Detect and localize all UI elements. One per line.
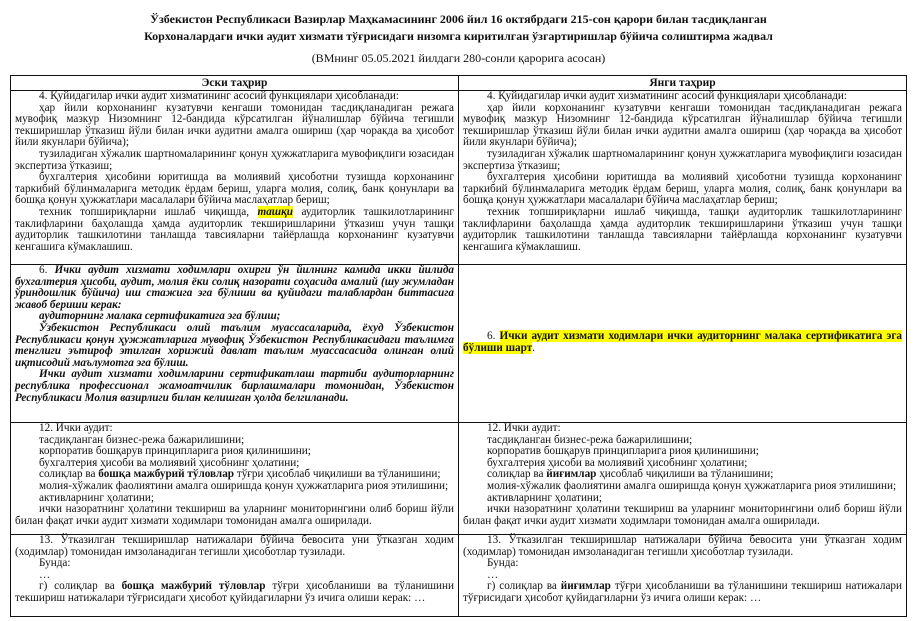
text-segment: Бунда:: [487, 557, 519, 570]
text-segment: бошқа мажбурий тўловлар: [121, 580, 266, 593]
text-segment: активларнинг ҳолатини;: [487, 491, 603, 504]
old-edition-cell: [11, 423, 459, 535]
paragraph: [463, 581, 902, 604]
text-segment: г) солиқлар ва: [487, 580, 561, 593]
document-title-line-2: Корхоналардаги ички аудит хизмати тўғрисидаги низомга киритилган ўзгартиришлар бўйича солиштирма жадвал: [144, 29, 773, 43]
text-segment: 12. Ички аудит:: [487, 422, 561, 434]
paragraph: [15, 265, 454, 311]
paragraph: [15, 103, 454, 149]
text-segment: йиғимлар: [560, 580, 611, 593]
old-edition-cell: [11, 265, 459, 423]
old-edition-cell: [11, 91, 459, 265]
text-segment: корпоратив бошқарув принципларига риоя қилинишини;: [487, 445, 759, 458]
text-segment: бухгалтерия ҳисоби ва молиявий ҳисобнинг ҳолатини;: [39, 456, 300, 469]
text-segment: солиқлар ва: [39, 468, 99, 481]
text-segment: 13. Ўтказилган текширишлар натижалари бўйича бевосита уни ўтказган ходим (ходимлар) томонидан имзоланадиган тегишли ҳисоботлар тузилади.: [15, 534, 454, 558]
paragraph: [463, 103, 902, 149]
new-edition-cell: [459, 423, 907, 535]
paragraph: [15, 535, 454, 558]
new-edition-cell: [459, 91, 907, 265]
text-segment: ҳар йили корхонанинг кузатувчи кенгаши томонидан тасдиқланадиган режага мувофиқ мазкур Низомнинг 12-бандида кўрсатилган йўналишлар бўйича тегишли текширишлар ўтказиш йўли билан ички аудитни амалга ошириш (ҳар чоракда ва ҳисобот йили якунлари бўйича);: [15, 101, 454, 149]
text-segment: ҳар йили корхонанинг кузатувчи кенгаши томонидан тасдиқланадиган режага мувофиқ мазкур Низомнинг 12-бандида кўрсатилган йўналишлар бўйича тегишли текширишлар ўтказиш йўли билан ички аудитни амалга ошириш (ҳар чоракда ва ҳисобот йили якунлари бўйича);: [463, 101, 902, 149]
paragraph: [463, 535, 902, 558]
text-segment: Ички аудит хизмати ходимлари охирги ўн йилнинг камида икки йилида бухгалтерия ҳисоби, аудит, молия ёки солиқ назорати соҳасида амалий (шу жумладан ўриндошлик бўйича) иш стажига эга бўлиши ва қуйидаги талаблардан биттасига жавоб бериши керак:: [15, 264, 454, 311]
table-row: [11, 265, 907, 423]
text-segment: Бунда:: [39, 557, 71, 570]
text-segment: тасдиқланган бизнес-режа бажарилишини;: [487, 433, 693, 446]
paragraph: [15, 504, 454, 527]
text-segment: …: [39, 568, 51, 581]
text-segment: 6.: [39, 264, 55, 276]
text-segment: бошқа мажбурий тўловлар: [98, 468, 235, 481]
paragraph: [15, 207, 454, 253]
text-segment: .: [532, 342, 536, 354]
paragraph: [15, 558, 454, 570]
text-segment: 4. Қуйидагилар ички аудит хизматининг асосий функциялари ҳисобланади:: [487, 90, 848, 102]
paragraph: [463, 149, 902, 172]
paragraph: [463, 504, 902, 527]
text-segment: тўғри ҳисобланиши ва тўланишини текшириш натижалари тўғрисидаги ҳисобот қуйидагиларни ўз ичига олиши керак: …: [15, 580, 455, 604]
paragraph: [463, 331, 902, 354]
text-segment: йиғимлар: [546, 468, 597, 481]
document-title-line-1: Ўзбекистон Республикаси Вазирлар Маҳкамасининг 2006 йил 16 октябрдаги 215-сон қарори билан тасдиқланган: [150, 12, 767, 26]
text-segment: 12. Ички аудит:: [39, 422, 113, 434]
column-header-new-edition: Янги таҳрир: [459, 76, 907, 91]
text-segment: Ички аудит хизмати ходимларини сертификатлаш тартиби аудиторларнинг республика профессионал жамоатчилик бирлашмалари томонидан, Ўзбекистон Республикаси Молия вазирлиги билан келишган ҳолда белгиланади.: [15, 368, 454, 404]
document-subtitle: (ВМнинг 05.05.2021 йилдаги 280-сонли қарорига асосан): [311, 51, 606, 65]
text-segment: активларнинг ҳолатини;: [39, 491, 155, 504]
highlighted-text: ташқи: [257, 205, 294, 218]
text-segment: 6.: [487, 330, 500, 343]
table-row: [11, 91, 907, 265]
text-segment: Ўзбекистон Республикаси олий таълим муассасаларида, ёхуд Ўзбекистон Республикаси қонун ҳужжатларига мувофиқ Ўзбекистон Республикасидаги таълимга тенглиги эътироф этилган хорижий давлат таълим муассасасида олинган олий иқтисодий маълумотга эга бўлиш.: [15, 321, 454, 369]
comparison-table: [10, 75, 907, 617]
text-segment: корпоратив бошқарув принципларига риоя қилинишини;: [39, 445, 311, 458]
text-segment: тўғри ҳисобланиши ва тўланишини текшириш натижалари тўғрисидаги ҳисобот қуйидагиларни ўз ичига олиши керак: …: [463, 580, 902, 604]
text-segment: бухгалтерия ҳисобини юритишда ва молиявий ҳисоботни тузишда корхонанинг таркибий бўлинмаларига методик ёрдам бериш, уларга молия, солиқ, банк қонунлари ва бошқа қонун ҳужжатлари масалалари бўйича маслаҳатлар бериш;: [15, 171, 454, 207]
text-segment: тасдиқланган бизнес-режа бажарилишини;: [39, 433, 245, 446]
new-edition-cell: [459, 265, 907, 423]
column-header-old-edition: Эски таҳрир: [11, 76, 459, 91]
paragraph: [463, 207, 902, 253]
text-segment: тўғри ҳисоблаб чиқилиши ва тўланишини;: [234, 468, 441, 481]
paragraph: [15, 369, 454, 404]
highlighted-text: Ички аудит хизмати ходимлари ички аудиторнинг малака сертификатига эга бўлиши шарт: [463, 330, 902, 354]
paragraph: [15, 323, 454, 369]
old-edition-cell: [11, 535, 459, 617]
text-segment: техник топшириқларни ишлаб чиқишда,: [39, 205, 258, 218]
text-segment: аудиторлик ташкилотларининг таклифларини баҳолашда ҳамда аудиторлик текширишларини ўтказиш учун ташқи аудиторлик ташкилотини танлашда тавсияларни тайёрлашда корхонанинг кузатувчи кенгашига кўмаклашиш.: [15, 205, 454, 253]
text-segment: г) солиқлар ва: [39, 580, 122, 593]
table-body: [11, 91, 907, 617]
paragraph: [463, 558, 902, 570]
text-segment: аудиторнинг малака сертификатига эга бўлиш;: [39, 310, 281, 323]
text-segment: 13. Ўтказилган текширишлар натижалари бўйича бевосита уни ўтказган ходим (ходимлар) томонидан имзоланадиган тегишли ҳисоботлар тузилади.: [463, 534, 902, 558]
text-segment: тузиладиган хўжалик шартномаларининг қонун ҳужжатларига мувофиқлиги юзасидан экспертиза ўтказиш;: [15, 147, 454, 172]
text-segment: ички назоратнинг ҳолатини текшириш ва уларнинг мониторингини олиб бориш йўли билан фақат ички аудит хизмати ходимлари томонидан амалга оширилади.: [463, 503, 902, 527]
text-segment: молия-хўжалик фаолиятини амалга оширишда қонун ҳужжатларига риоя этилишини;: [39, 479, 449, 492]
new-edition-cell: [459, 535, 907, 617]
table-header-row: [11, 76, 907, 91]
text-segment: бухгалтерия ҳисоби ва молиявий ҳисобнинг ҳолатини;: [487, 456, 748, 469]
text-segment: техник топшириқларни ишлаб чиқишда, ташқи аудиторлик ташкилотларининг таклифларини баҳолашда ҳамда аудиторлик текширишларини ўтказиш учун ташқи аудиторлик ташкилотини танлашда тавсияларни тайёрлашда корхонанинг кузатувчи кенгашига кўмаклашиш.: [463, 205, 902, 253]
text-segment: …: [487, 568, 499, 581]
text-segment: бухгалтерия ҳисобини юритишда ва молиявий ҳисоботни тузишда корхонанинг таркибий бўлинмаларига методик ёрдам бериш, уларга молия, солиқ, банк қонунлари ва бошқа қонун ҳужжатлари масалалари бўйича маслаҳатлар бериш;: [463, 171, 902, 207]
text-segment: ҳисоблаб чиқилиши ва тўланишини;: [596, 468, 774, 481]
table-row: [11, 535, 907, 617]
paragraph: [15, 172, 454, 207]
text-segment: солиқлар ва: [487, 468, 547, 481]
text-segment: ички назоратнинг ҳолатини текшириш ва уларнинг мониторингини олиб бориш йўли билан фақат ички аудит хизмати ходимлари томонидан амалга оширилади.: [15, 503, 454, 527]
paragraph: [15, 581, 454, 604]
text-segment: молия-хўжалик фаолиятини амалга оширишда қонун ҳужжатларига риоя этилишини;: [487, 479, 897, 492]
table-row: [11, 423, 907, 535]
paragraph: [15, 149, 454, 172]
paragraph: [463, 172, 902, 207]
text-segment: 4. Қуйидагилар ички аудит хизматининг асосий функциялари ҳисобланади:: [39, 90, 400, 102]
text-segment: тузиладиган хўжалик шартномаларининг қонун ҳужжатларига мувофиқлиги юзасидан экспертиза ўтказиш;: [463, 147, 902, 172]
